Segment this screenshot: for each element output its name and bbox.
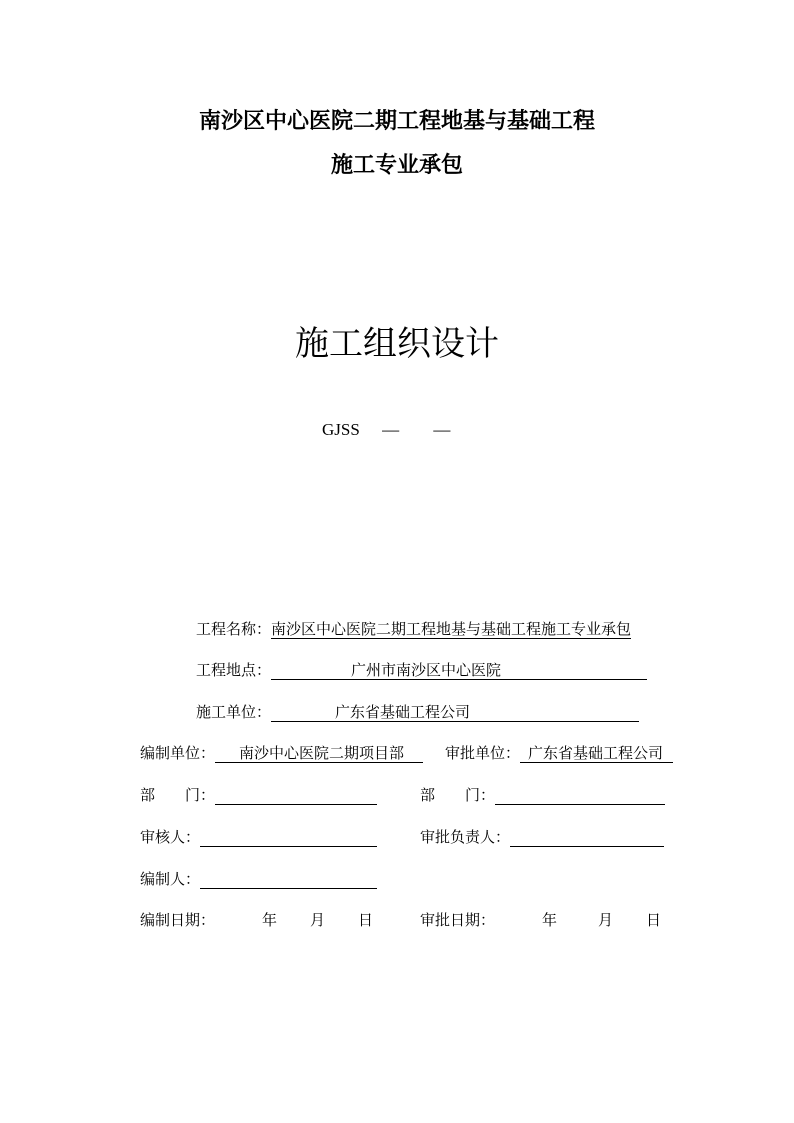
reviewer-row	[140, 826, 377, 847]
dept-blank-left[interactable]	[215, 787, 377, 805]
compile-unit-label: 编制单位：	[140, 744, 216, 762]
project-location-label: 工程地点：	[196, 661, 272, 679]
dept-row-left	[140, 784, 377, 805]
code-prefix: GJSS	[322, 420, 360, 439]
project-name-label: 工程名称：	[196, 620, 272, 638]
title-line-1: 南沙区中心医院二期工程地基与基础工程	[198, 108, 595, 134]
compile-date-label: 编制日期：	[140, 911, 216, 929]
compile-date-day: 日	[358, 911, 374, 929]
dept-blank-right[interactable]	[495, 787, 665, 805]
approve-unit-value: 广东省基础工程公司	[520, 745, 673, 763]
contractor-label: 施工单位：	[196, 703, 272, 721]
approve-date-year: 年	[542, 911, 558, 929]
compile-unit-row	[140, 742, 423, 763]
project-name-value: 南沙区中心医院二期工程地基与基础工程施工专业承包	[271, 620, 632, 638]
dept-label-right: 部 门：	[420, 786, 496, 804]
contractor-row	[196, 701, 639, 722]
code-dash-2: —	[433, 420, 451, 439]
approve-date-label: 审批日期：	[420, 911, 496, 929]
compile-unit-value: 南沙中心医院二期项目部	[215, 745, 423, 763]
code-dash-1: —	[382, 420, 400, 439]
approve-date-month: 月	[598, 911, 614, 929]
document-code	[322, 420, 450, 440]
approve-unit-label: 审批单位：	[445, 744, 521, 762]
title-line-2: 施工专业承包	[330, 152, 463, 178]
approver-row	[420, 826, 664, 847]
project-location-row	[196, 659, 647, 680]
project-name-row	[196, 618, 631, 639]
approve-unit-row	[445, 742, 673, 763]
reviewer-blank[interactable]	[200, 829, 377, 847]
dept-row-right	[420, 784, 665, 805]
compiler-blank[interactable]	[200, 871, 377, 889]
contractor-value: 广东省基础工程公司	[271, 704, 639, 722]
compiler-row	[140, 868, 377, 889]
compiler-label: 编制人：	[140, 870, 201, 888]
approver-label: 审批负责人：	[420, 828, 511, 846]
project-location-value: 广州市南沙区中心医院	[271, 662, 647, 680]
compile-date-year: 年	[262, 911, 278, 929]
main-title: 施工组织设计	[295, 324, 499, 364]
compile-date-month: 月	[310, 911, 326, 929]
reviewer-label: 审核人：	[140, 828, 201, 846]
approve-date-day: 日	[646, 911, 662, 929]
approver-blank[interactable]	[510, 829, 664, 847]
dept-label-left: 部 门：	[140, 786, 216, 804]
